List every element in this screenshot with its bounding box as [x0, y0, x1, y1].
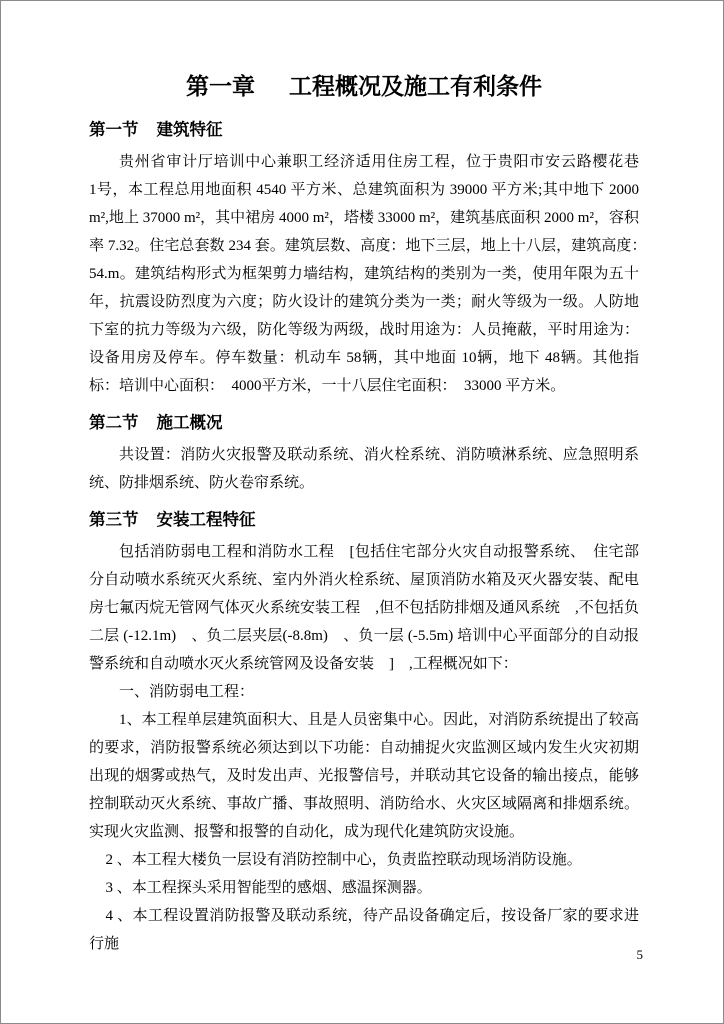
section-2-paragraph: 共设置：消防火灾报警及联动系统、消火栓系统、消防喷淋系统、应急照明系统、防排烟系统、防火卷帘系统。: [89, 447, 639, 491]
page-number: 5: [636, 947, 643, 962]
section-2-heading: [89, 412, 639, 434]
list-item-2: 2 、本工程大楼负一层设有消防控制中心，负责监控联动现场消防设施。: [105, 852, 582, 868]
section-1-name: 建筑特征: [156, 121, 223, 139]
section-1-heading: [89, 119, 639, 141]
chapter-name: 工程概况及施工有利条件: [289, 73, 542, 99]
list-item-1: 1、本工程单层建筑面积大、且是人员密集中心。因此，对消防系统提出了较高的要求，消防报警系统必须达到以下功能：自动捕捉火灾监测区域内发生火灾初期出现的烟雾或热气，及时发出声、光报警信号，并联动其它设备的输出接点，能够控制联动灭火系统、事故广播、事故照明、消防给水、火灾区域隔离和排烟系统。实现火灾监测、报警和报警的自动化，成为现代化建筑防灾设施。: [89, 712, 639, 840]
subsection-heading: 一、消防弱电工程：: [119, 684, 255, 700]
section-2-name: 施工概况: [156, 414, 223, 432]
section-3-number: 第三节: [89, 511, 139, 529]
section-1-paragraph: 贵州省审计厅培训中心兼职工经济适用住房工程，位于贵阳市安云路樱花巷 1号，本工程总用地面积 4540 平方米、总建筑面积为 39000 平方米;其中地下 2000 m²,地上 37000 m²，其中裙房 4000 m²，塔楼 33000 m²，建筑基底面积 2000 m²，容积率 7.32。住宅总套数 234 套。建筑层数、高度：地下三层，地上十八层，建筑高度： 54.m。建筑结构形式为框架剪力墙结构，建筑结构的类别为一类，使用年限为五十年，抗震设防烈度为六度；防火设计的建筑分类为一类；耐火等级为一级。人防地下室的抗力等级为六级，防化等级为两级，战时用途为：人员掩蔽，平时用途为：设备用房及停车。停车数量：机动车 58辆，其中地面 10辆，地下 48辆。其他指标：培训中心面积： 4000平方米，一十八层住宅面积： 33000 平方米。: [89, 154, 658, 394]
section-1-number: 第一节: [89, 121, 139, 139]
section-3-name: 安装工程特征: [156, 511, 256, 529]
section-2-number: 第二节: [89, 414, 139, 432]
list-item-3: 3 、本工程探头采用智能型的感烟、感温探测器。: [105, 880, 432, 896]
section-3-paragraph: 包括消防弱电工程和消防水工程 [包括住宅部分火灾自动报警系统、 住宅部分自动喷水系统灭火系统、室内外消火栓系统、屋顶消防水箱及灭火器安装、配电房七氟丙烷无管网气体灭火系统安装工程 ,但不包括防排烟及通风系统 ,不包括负二层 (-12.1m) 、负二层夹层(-8.8m) 、负一层 (-5.5m) 培训中心平面部分的自动报警系统和自动喷水灭火系统管网及设备安装 ] ,工程概况如下：: [89, 544, 639, 672]
section-3-heading: [89, 509, 639, 531]
list-item-4: 4 、本工程设置消防报警及联动系统，待产品设备确定后，按设备厂家的要求进行施: [89, 908, 639, 952]
chapter-title: [89, 71, 639, 101]
chapter-number: 第一章: [186, 73, 255, 99]
